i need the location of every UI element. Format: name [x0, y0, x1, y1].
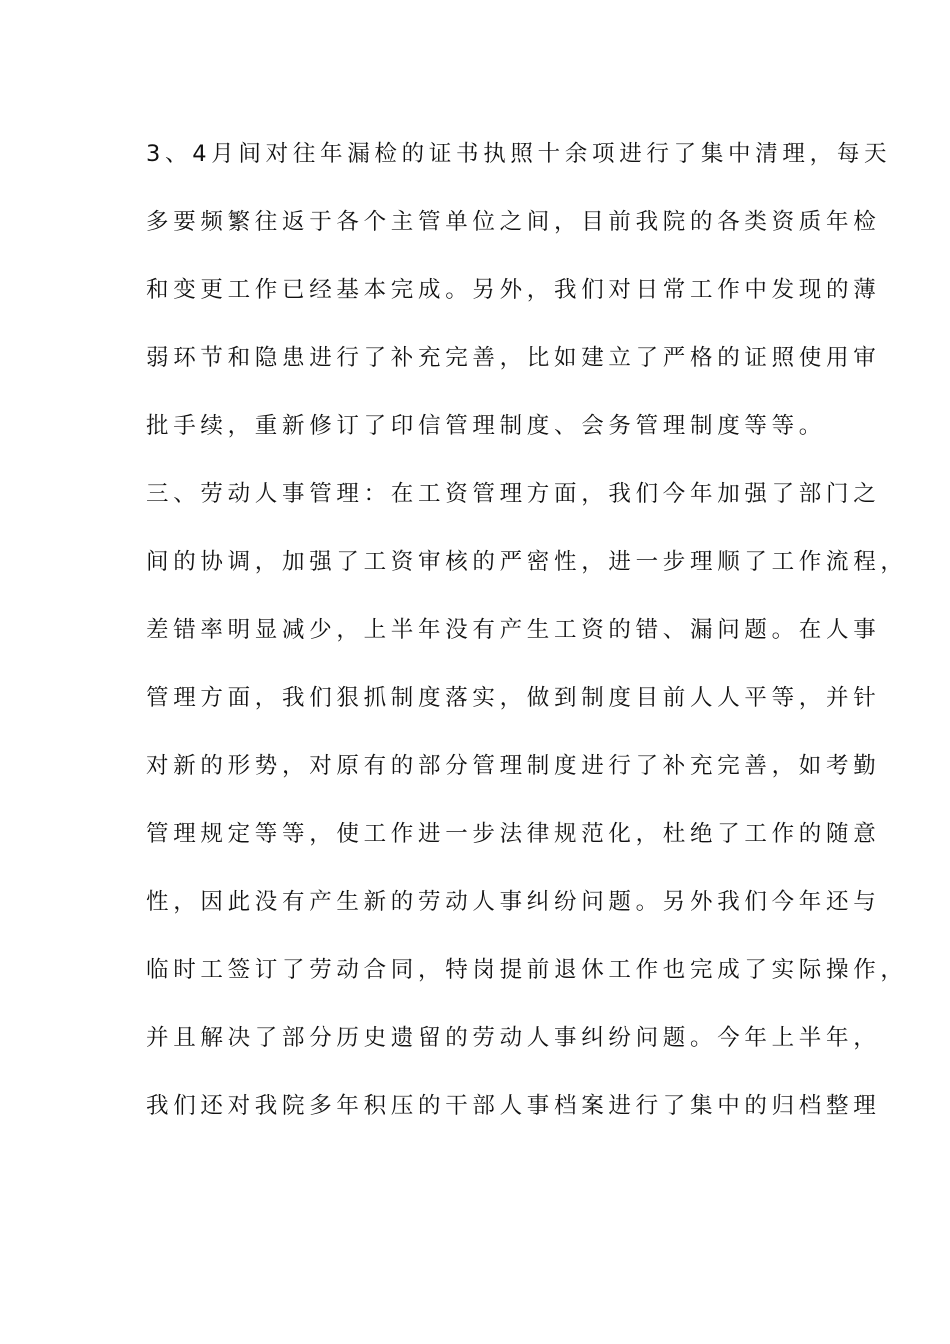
text-line: 并且解决了部分历史遗留的劳动人事纠纷问题。今年上半年， — [146, 1025, 881, 1051]
text-line: 弱环节和隐患进行了补充完善，比如建立了严格的证照使用审 — [146, 345, 881, 371]
text-line: 管理规定等等，使工作进一步法律规范化，杜绝了工作的随意 — [146, 821, 881, 847]
text-line: 和变更工作已经基本完成。另外，我们对日常工作中发现的薄 — [146, 277, 881, 303]
text-line: 对新的形势，对原有的部分管理制度进行了补充完善，如考勤 — [146, 753, 881, 779]
text-line: 差错率明显减少，上半年没有产生工资的错、漏问题。在人事 — [146, 617, 881, 643]
body-text — [146, 129, 908, 1149]
text-line: 临时工签订了劳动合同，特岗提前退休工作也完成了实际操作， — [146, 957, 908, 983]
text-line: 3、4月间对往年漏检的证书执照十余项进行了集中清理，每天 — [146, 141, 892, 167]
text-line: 间的协调，加强了工资审核的严密性，进一步理顺了工作流程， — [146, 549, 908, 575]
text-line: 批手续，重新修订了印信管理制度、会务管理制度等等。 — [146, 413, 827, 439]
text-line: 我们还对我院多年积压的干部人事档案进行了集中的归档整理 — [146, 1093, 881, 1119]
text-line: 管理方面，我们狠抓制度落实，做到制度目前人人平等，并针 — [146, 685, 881, 711]
text-line: 性，因此没有产生新的劳动人事纠纷问题。另外我们今年还与 — [146, 889, 881, 915]
text-line: 多要频繁往返于各个主管单位之间，目前我院的各类资质年检 — [146, 209, 881, 235]
text-line: 三、劳动人事管理：在工资管理方面，我们今年加强了部门之 — [146, 481, 881, 507]
